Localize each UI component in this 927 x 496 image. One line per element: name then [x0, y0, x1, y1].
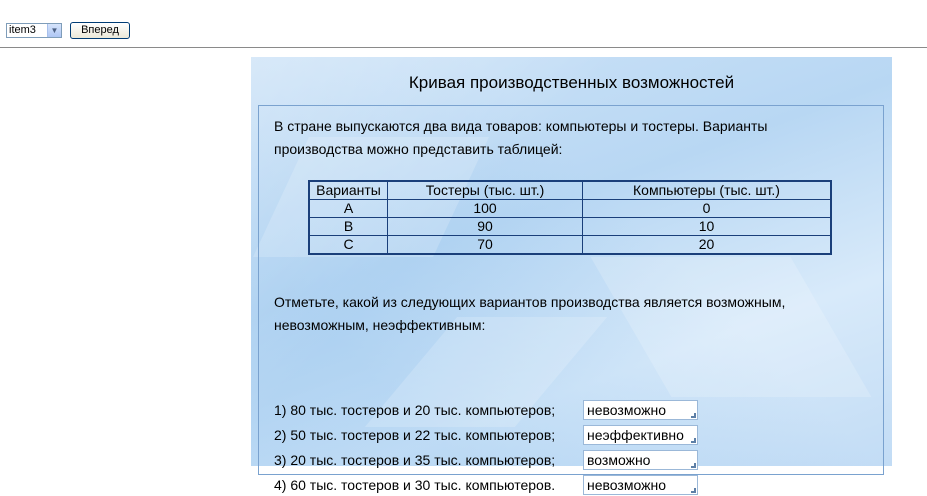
answer-value: невозможно [587, 477, 666, 493]
answer-field-2[interactable] [583, 425, 698, 445]
lesson-panel [251, 57, 892, 493]
table-cell: C [309, 236, 388, 255]
table-row [309, 200, 831, 218]
question-text [274, 291, 884, 337]
page-title: Кривая производственных возможностей [408, 73, 735, 92]
chevron-down-icon[interactable]: ▼ [47, 24, 61, 37]
table-cell: A [309, 200, 388, 218]
item-text: 2) 50 тыс. тостеров и 22 тыс. компьютеров; [274, 427, 556, 443]
table-cell: 100 [388, 200, 583, 218]
answer-value: неэффективно [587, 427, 684, 443]
answer-field-1[interactable] [583, 400, 698, 420]
list-item [274, 474, 555, 496]
resize-grip-icon[interactable] [691, 463, 696, 468]
item-text: 3) 20 тыс. тостеров и 35 тыс. компьютеров; [274, 452, 556, 468]
intro-line: В стране выпускаются два вида товаров: компьютеры и тостеры. Варианты [274, 118, 768, 134]
table-cell: 20 [583, 236, 832, 255]
item-select[interactable] [6, 23, 62, 38]
table-row [309, 218, 831, 236]
intro-text [274, 115, 874, 161]
toolbar-divider [0, 47, 927, 48]
content-box [258, 105, 884, 493]
table-cell: 90 [388, 218, 583, 236]
question-line: невозможным, неэффективным: [274, 317, 486, 333]
resize-grip-icon[interactable] [691, 488, 696, 493]
resize-grip-icon[interactable] [691, 413, 696, 418]
answer-field-3[interactable] [583, 450, 698, 470]
table-header-row [309, 181, 831, 200]
column-header: Компьютеры (тыс. шт.) [583, 181, 832, 200]
item-select-value: item3 [9, 24, 36, 36]
column-header: Тостеры (тыс. шт.) [388, 181, 583, 200]
table-cell: 0 [583, 200, 832, 218]
table-cell: 70 [388, 236, 583, 255]
question-line: Отметьте, какой из следующих вариантов производства является возможным, [274, 294, 786, 310]
table-row [309, 236, 831, 255]
answer-value: невозможно [587, 402, 666, 418]
list-item [274, 424, 555, 446]
intro-line: производства можно представить таблицей: [274, 141, 563, 157]
item-text: 1) 80 тыс. тостеров и 20 тыс. компьютеров; [274, 402, 556, 418]
forward-button[interactable]: Вперед [70, 22, 130, 39]
answer-value: возможно [587, 452, 651, 468]
table-cell: B [309, 218, 388, 236]
list-item [274, 399, 555, 421]
resize-grip-icon[interactable] [691, 438, 696, 443]
item-text: 4) 60 тыс. тостеров и 30 тыс. компьютеров. [274, 477, 556, 493]
production-table [308, 180, 832, 255]
table-cell: 10 [583, 218, 832, 236]
toolbar [0, 0, 927, 48]
column-header: Варианты [309, 181, 388, 200]
answer-field-4[interactable] [583, 475, 698, 495]
list-item [274, 449, 555, 471]
